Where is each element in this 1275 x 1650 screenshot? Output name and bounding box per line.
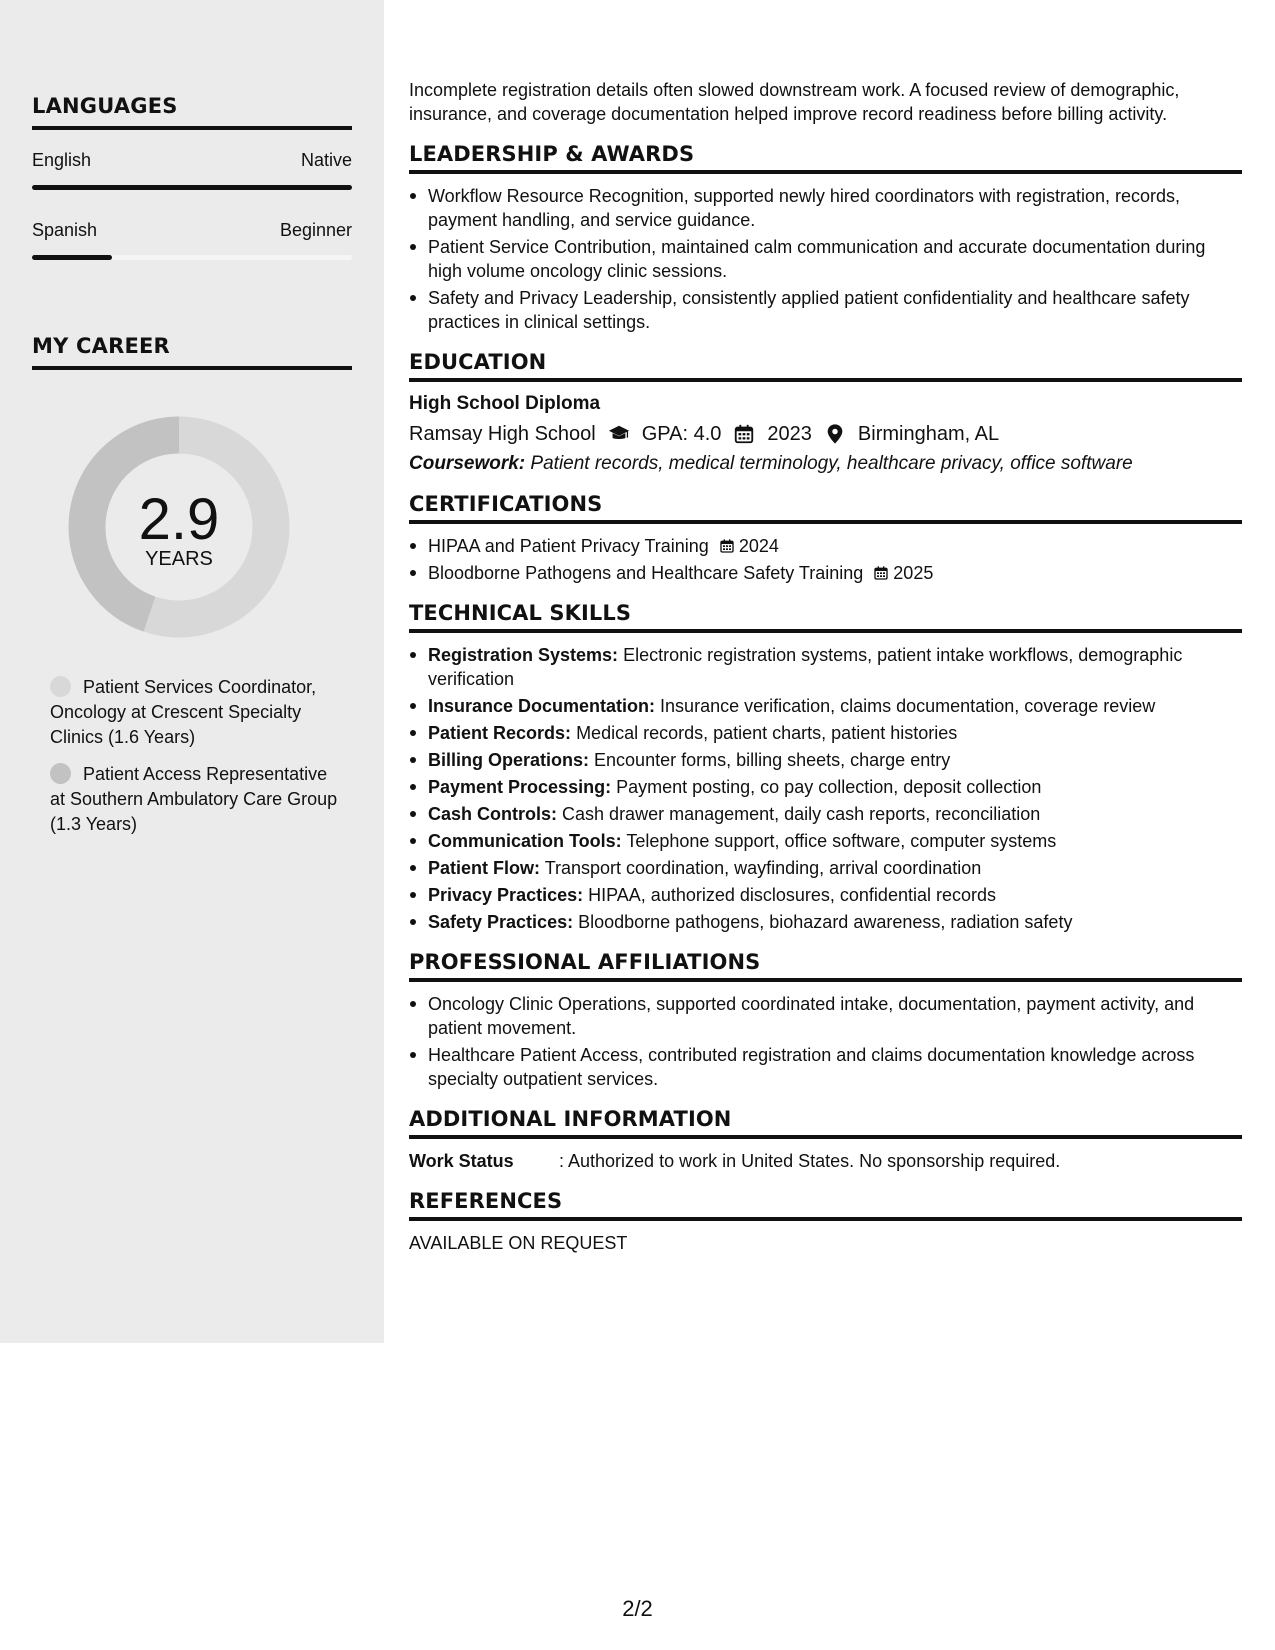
coursework-text: Patient records, medical terminology, healthcare privacy, office software bbox=[530, 453, 1133, 474]
language-proficiency-fill bbox=[32, 185, 352, 190]
leadership-item: Patient Service Contribution, maintained calm communication and accurate documentation during high volume oncology clinic sessions. bbox=[409, 235, 1242, 283]
skill-text: HIPAA, authorized disclosures, confidential records bbox=[588, 885, 996, 905]
skill-text: Cash drawer management, daily cash reports, reconciliation bbox=[562, 804, 1041, 824]
affiliation-item: Oncology Clinic Operations, supported coordinated intake, documentation, payment activity, and patient movement. bbox=[409, 992, 1242, 1040]
skill-text: Insurance verification, claims documentation, coverage review bbox=[660, 696, 1156, 716]
languages-section bbox=[32, 94, 352, 260]
career-donut-chart bbox=[66, 414, 292, 640]
affiliations-heading: PROFESSIONAL AFFILIATIONS bbox=[409, 950, 1242, 982]
legend-dot-icon bbox=[50, 676, 71, 697]
skill-item bbox=[409, 721, 1242, 745]
language-row bbox=[32, 150, 352, 171]
legend-dot-icon bbox=[50, 763, 71, 784]
language-proficiency-fill bbox=[32, 255, 112, 260]
skill-text: Telephone support, office software, computer systems bbox=[626, 831, 1057, 851]
references-section bbox=[409, 1189, 1242, 1255]
certification-name: Bloodborne Pathogens and Healthcare Safety Training bbox=[428, 563, 864, 583]
language-name: English bbox=[32, 150, 92, 170]
language-level: Beginner bbox=[279, 220, 352, 240]
calendar-icon bbox=[733, 423, 755, 445]
school-name: Ramsay High School bbox=[409, 423, 596, 445]
skill-text: Transport coordination, wayfinding, arrival coordination bbox=[544, 858, 982, 878]
skill-label: Safety Practices: bbox=[428, 912, 574, 932]
language-level: Native bbox=[300, 150, 352, 170]
certification-name: HIPAA and Patient Privacy Training bbox=[428, 536, 709, 556]
skill-label: Payment Processing: bbox=[428, 777, 612, 797]
gpa: GPA: 4.0 bbox=[641, 423, 722, 445]
skill-item bbox=[409, 643, 1242, 691]
skill-label: Communication Tools: bbox=[428, 831, 622, 851]
education-heading: EDUCATION bbox=[409, 350, 1242, 382]
career-legend-item bbox=[50, 675, 340, 750]
skill-label: Privacy Practices: bbox=[428, 885, 584, 905]
main-content bbox=[409, 78, 1242, 1271]
work-status-row bbox=[409, 1149, 1242, 1173]
skill-item bbox=[409, 802, 1242, 826]
career-total-years: 2.9 bbox=[138, 487, 220, 552]
skill-label: Billing Operations: bbox=[428, 750, 590, 770]
school-location: Birmingham, AL bbox=[857, 423, 1000, 445]
skill-text: Medical records, patient charts, patient histories bbox=[576, 723, 958, 743]
certifications-heading: CERTIFICATIONS bbox=[409, 492, 1242, 524]
graduation-cap-icon bbox=[608, 423, 630, 445]
donut-center bbox=[66, 414, 292, 640]
certifications-section bbox=[409, 492, 1242, 585]
language-proficiency-bar bbox=[32, 185, 352, 190]
graduation-year: 2023 bbox=[767, 423, 812, 445]
skill-text: Electronic registration systems, patient intake workflows, demographic verification bbox=[428, 645, 1183, 689]
calendar-icon bbox=[873, 565, 889, 581]
calendar-icon bbox=[719, 538, 735, 554]
education-section bbox=[409, 350, 1242, 476]
additional-info-heading: ADDITIONAL INFORMATION bbox=[409, 1107, 1242, 1139]
skill-item bbox=[409, 910, 1242, 934]
skill-label: Patient Flow: bbox=[428, 858, 540, 878]
skill-item bbox=[409, 748, 1242, 772]
page-number: 2/2 bbox=[622, 1596, 653, 1621]
references-heading: REFERENCES bbox=[409, 1189, 1242, 1221]
affiliation-item: Healthcare Patient Access, contributed registration and claims documentation knowledge across specialty outpatient services. bbox=[409, 1043, 1242, 1091]
skills-heading: TECHNICAL SKILLS bbox=[409, 601, 1242, 633]
leadership-heading: LEADERSHIP & AWARDS bbox=[409, 142, 1242, 174]
work-status-value: : Authorized to work in United States. No sponsorship required. bbox=[559, 1151, 1061, 1171]
career-total-unit: YEARS bbox=[145, 548, 213, 570]
coursework bbox=[409, 452, 1242, 476]
skill-item bbox=[409, 883, 1242, 907]
additional-info-section bbox=[409, 1107, 1242, 1173]
location-pin-icon bbox=[824, 423, 846, 445]
skill-item bbox=[409, 856, 1242, 880]
career-legend-text: Patient Access Representative at Southern Ambulatory Care Group (1.3 Years) bbox=[50, 764, 338, 834]
work-status-label: Work Status bbox=[409, 1151, 514, 1171]
skill-label: Insurance Documentation: bbox=[428, 696, 656, 716]
certification-year: 2025 bbox=[893, 563, 934, 583]
career-legend-item bbox=[50, 762, 340, 837]
career-heading: MY CAREER bbox=[32, 334, 352, 370]
skill-text: Bloodborne pathogens, biohazard awareness, radiation safety bbox=[578, 912, 1073, 932]
language-name: Spanish bbox=[32, 220, 98, 240]
language-row bbox=[32, 220, 352, 241]
skills-section bbox=[409, 601, 1242, 934]
coursework-label: Coursework: bbox=[409, 453, 526, 474]
languages-heading: LANGUAGES bbox=[32, 94, 352, 130]
leadership-section bbox=[409, 142, 1242, 334]
language-proficiency-bar bbox=[32, 255, 352, 260]
intro-paragraph: Incomplete registration details often slowed downstream work. A focused review of demographic, insurance, and coverage documentation helped improve record readiness before billing activity. bbox=[409, 80, 1180, 124]
certification-item bbox=[409, 561, 1242, 585]
skill-text: Payment posting, co pay collection, deposit collection bbox=[616, 777, 1042, 797]
career-section bbox=[32, 334, 352, 370]
skill-label: Cash Controls: bbox=[428, 804, 558, 824]
skill-item bbox=[409, 775, 1242, 799]
education-details bbox=[409, 422, 1242, 446]
skill-label: Registration Systems: bbox=[428, 645, 619, 665]
skill-item bbox=[409, 829, 1242, 853]
leadership-item: Workflow Resource Recognition, supported newly hired coordinators with registration, records, payment handling, and service guidance. bbox=[409, 184, 1242, 232]
skill-label: Patient Records: bbox=[428, 723, 572, 743]
career-legend bbox=[50, 675, 340, 849]
leadership-item: Safety and Privacy Leadership, consistently applied patient confidentiality and healthcare safety practices in clinical settings. bbox=[409, 286, 1242, 334]
references-text: AVAILABLE ON REQUEST bbox=[409, 1233, 628, 1253]
degree-title: High School Diploma bbox=[409, 393, 601, 414]
certification-item bbox=[409, 534, 1242, 558]
skill-item bbox=[409, 694, 1242, 718]
affiliations-section bbox=[409, 950, 1242, 1091]
sidebar bbox=[0, 0, 384, 1343]
career-legend-text: Patient Services Coordinator, Oncology at Crescent Specialty Clinics (1.6 Years) bbox=[50, 677, 317, 747]
certification-year: 2024 bbox=[738, 536, 779, 556]
skill-text: Encounter forms, billing sheets, charge entry bbox=[594, 750, 951, 770]
